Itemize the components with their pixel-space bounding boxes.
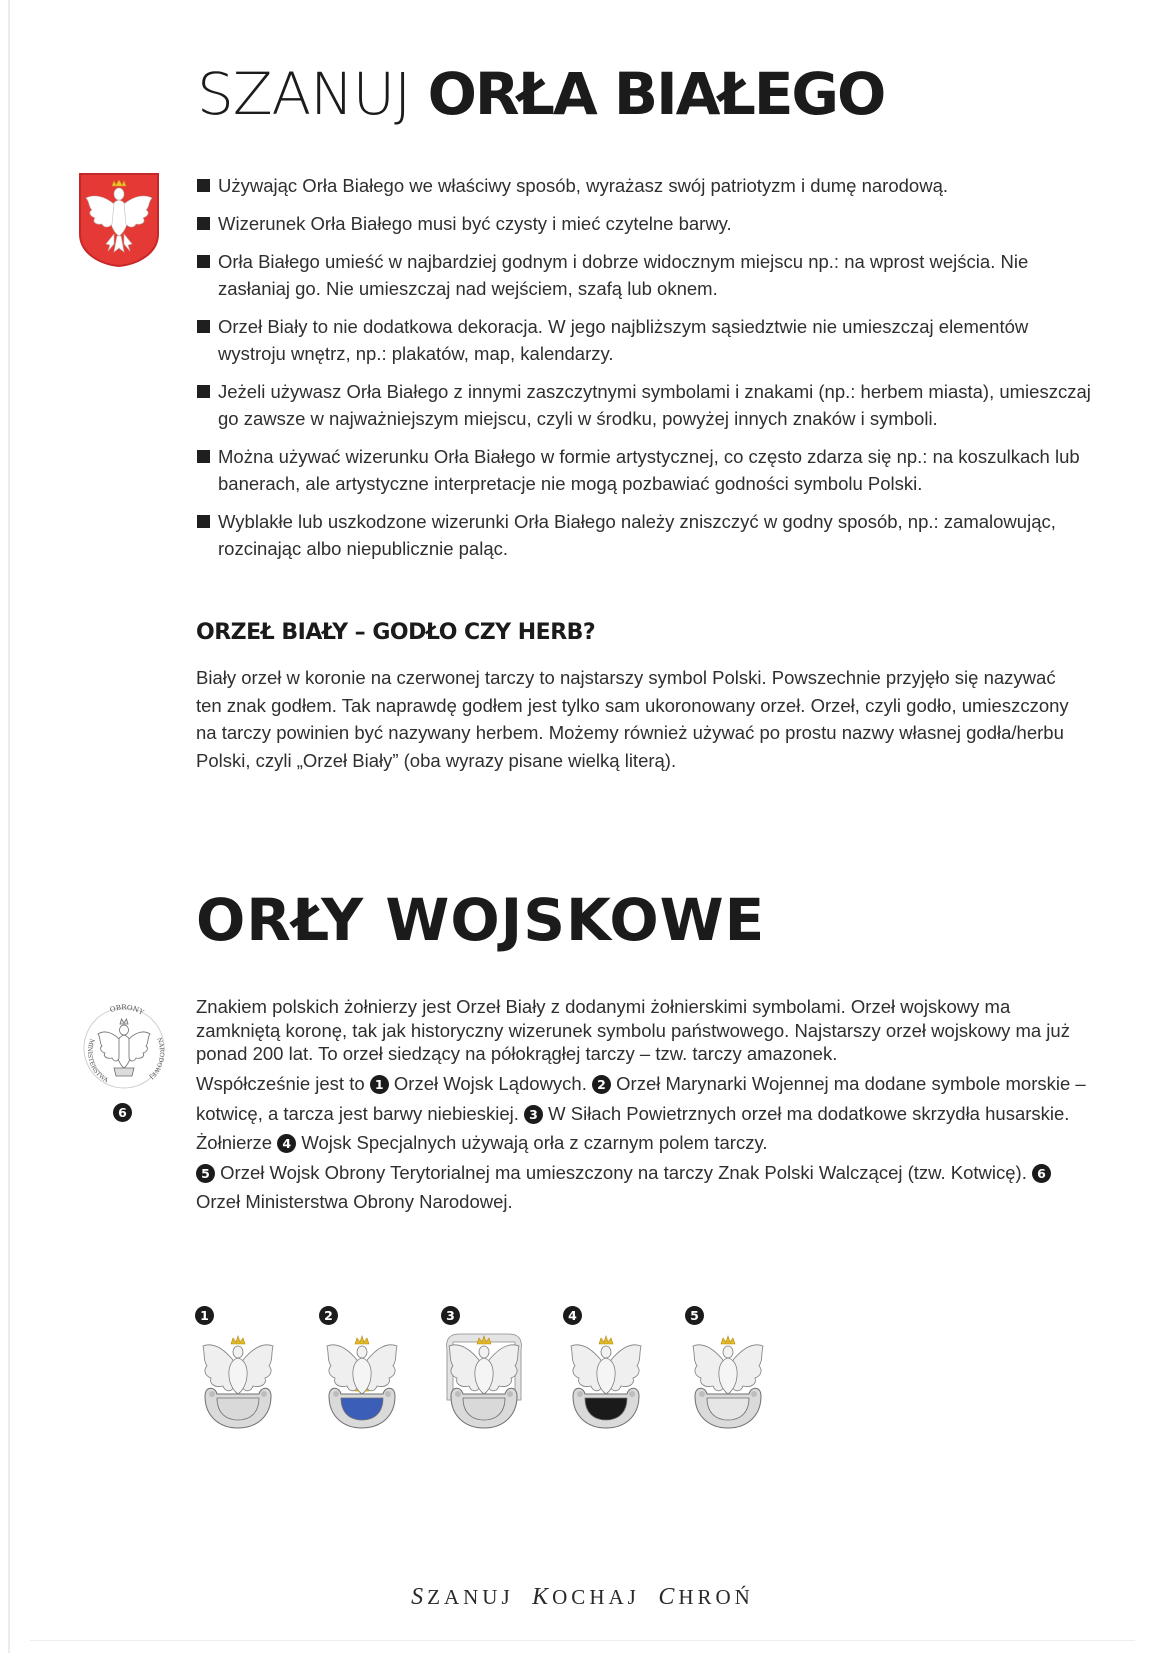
military-eagle-icon-5	[685, 1330, 771, 1434]
title-szanuj-orla-bialego	[197, 58, 884, 130]
polish-coat-of-arms-icon	[78, 172, 160, 268]
footer-motto: SZANUJ KOCHAJ CHROŃ	[411, 1584, 754, 1610]
number-badge-3: 3	[441, 1306, 460, 1325]
list-item: Używając Orła Białego we właściwy sposób, wyrażasz swój patriotyzm i dumę narodową.	[197, 172, 1097, 199]
rules-list	[197, 172, 1097, 573]
mon-eagle-emblem-icon	[76, 996, 172, 1092]
subheading-godlo-czy-herb: ORZEŁ BIAŁY – GODŁO CZY HERB?	[196, 620, 596, 645]
title-orly-wojskowe: ORŁY WOJSKOWE	[196, 886, 766, 954]
number-badge-2: 2	[592, 1075, 611, 1094]
page-edge	[8, 0, 10, 1653]
emblem-text-left: MINISTERSTWA	[85, 1037, 110, 1085]
number-badge-2: 2	[319, 1306, 338, 1325]
military-eagle-icon-3	[441, 1330, 527, 1434]
bullet-square-icon	[197, 450, 210, 463]
list-item: Wyblakłe lub uszkodzone wizerunki Orła Białego należy zniszczyć w godny sposób, np.: zamalowując, rozcinając albo niepublicznie paląc.	[197, 508, 1097, 562]
military-eagle-icon-1	[195, 1330, 281, 1434]
number-badge-4: 4	[277, 1134, 296, 1153]
military-eagle-icon-2	[319, 1330, 405, 1434]
number-badge-1: 1	[195, 1306, 214, 1325]
list-item: Jeżeli używasz Orła Białego z innymi zaszczytnymi symbolami i znakami (np.: herbem miasta), umieszczaj go zawsze w najważniejszym miejscu, czyli w środku, powyżej innych znaków i symboli.	[197, 378, 1097, 432]
paragraph-godlo-herb: Biały orzeł w koronie na czerwonej tarczy to najstarszy symbol Polski. Powszechnie przyjęło się nazywać ten znak godłem. Tak naprawdę godłem jest tylko sam ukoronowany orzeł. Orzeł, czyli godło, umieszczony na tarczy powinien być nazywany herbem. Możemy również używać po prostu nazwy własnej godła/herbu Polski, czyli „Orzeł Biały” (oba wyrazy pisane wielką literą).	[196, 667, 1069, 771]
list-item: Wizerunek Orła Białego musi być czysty i mieć czytelne barwy.	[197, 210, 1097, 237]
paragraph-orly-wojskowe-list: Współcześnie jest to 1 Orzeł Wojsk Lądowych. 2 Orzeł Marynarki Wojennej ma dodane symbole morskie – kotwicę, a tarcza jest barwy niebieskiej. 3 W Siłach Powietrznych orzeł ma dodatkowe skrzydła husarskie. Żołnierze 4 Wojsk Specjalnych używają orła z czarnym polem tarczy. 5 Orzeł Wojsk Obrony Terytorialnej ma umieszczony na tarczy Znak Polski Walczącej (tzw. Kotwicę). 6 Orzeł Ministerstwa Obrony Narodowej.	[196, 1073, 1086, 1212]
number-badge-6: 6	[1032, 1164, 1051, 1183]
bullet-square-icon	[197, 179, 210, 192]
paragraph-orly-wojskowe-intro: Znakiem polskich żołnierzy jest Orzeł Biały z dodanymi żołnierskimi symbolami. Orzeł wojskowy ma zamkniętą koronę, tak jak historyczny wizerunek symbolu państwowego. Najstarszy orzeł wojskowy ma już ponad 200 lat. To orzeł siedzący na półokrągłej tarczy – tzw. tarczy amazonek.	[196, 996, 1070, 1064]
page-bottom-edge	[30, 1640, 1135, 1641]
military-eagle-icon-4	[563, 1330, 649, 1434]
number-badge-6: 6	[113, 1103, 132, 1122]
emblem-text-top: OBRONY	[108, 1003, 146, 1017]
title-bold-part: ORŁA BIAŁEGO	[427, 60, 885, 128]
bullet-square-icon	[197, 385, 210, 398]
bullet-square-icon	[197, 515, 210, 528]
number-badge-5: 5	[196, 1164, 215, 1183]
bullet-square-icon	[197, 320, 210, 333]
emblem-text-right: NARODOWEJ	[147, 1036, 166, 1081]
svg-text:NARODOWEJ	[147, 1037, 165, 1081]
number-badge-3: 3	[524, 1105, 543, 1124]
number-badge-1: 1	[370, 1075, 389, 1094]
number-badge-5: 5	[685, 1306, 704, 1325]
bullet-square-icon	[197, 255, 210, 268]
list-item: Można używać wizerunku Orła Białego w formie artystycznej, co często zdarza się np.: na koszulkach lub banerach, ale artystyczne interpretacje nie mogą pozbawiać godności symbolu Polski.	[197, 443, 1097, 497]
title-light-part: SZANUJ	[197, 60, 428, 128]
list-item: Orzeł Biały to nie dodatkowa dekoracja. W jego najbliższym sąsiedztwie nie umieszczaj elementów wystroju wnętrz, np.: plakatów, map, kalendarzy.	[197, 313, 1097, 367]
bullet-square-icon	[197, 217, 210, 230]
svg-text:OBRONY	[109, 1003, 146, 1016]
list-item: Orła Białego umieść w najbardziej godnym i dobrze widocznym miejscu np.: na wprost wejścia. Nie zasłaniaj go. Nie umieszczaj nad wejściem, szafą lub oknem.	[197, 248, 1097, 302]
number-badge-4: 4	[563, 1306, 582, 1325]
